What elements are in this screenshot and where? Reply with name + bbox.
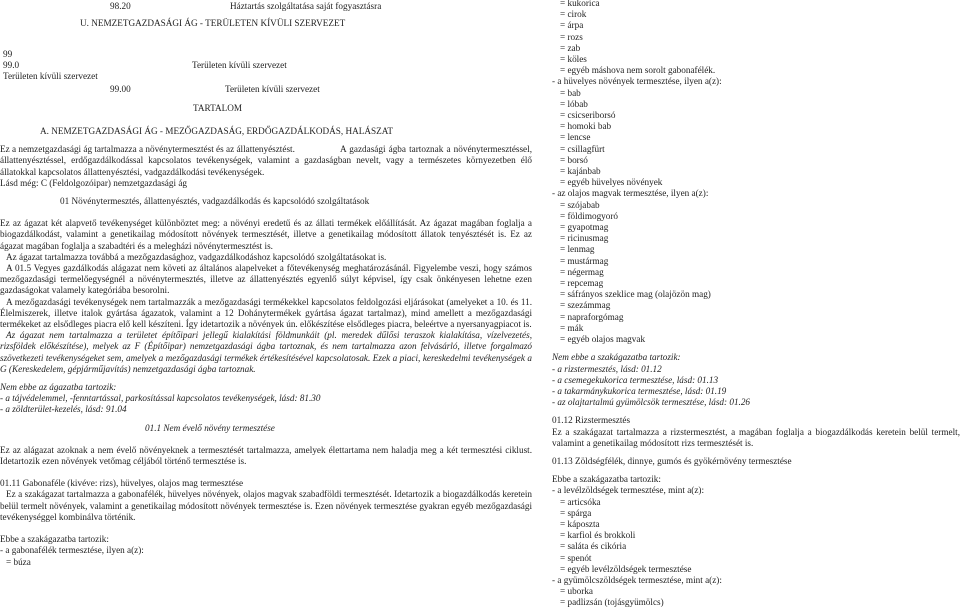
list-item: = zab (560, 42, 581, 53)
paragraph: Ez az ágazat két alapvető tevékenységet különböztet meg: a növényi eredetű és az állati termékek előállítását. Az ágazat magában foglalja a biogazdálkodást, valamint a genetikailag módosított növények termesztését, illetve a genetikailag módosított állatok tenyésztését is. Ez az ágazat magában foglalja a szabadtéri és a melegházi növénytermesztést is. (0, 218, 532, 251)
list-item: = rozs (560, 31, 583, 42)
list-item: = gyapotmag (560, 222, 609, 233)
list-item: = négermag (560, 266, 604, 277)
list-item: = uborka (560, 586, 593, 597)
text-line: Ebbe a szakágazatba tartozik: (0, 534, 109, 545)
list-item: = szójabab (560, 199, 600, 210)
list-item: = káposzta (560, 518, 600, 529)
list-item: = spenót (560, 552, 592, 563)
list-item: - a takarmánykukorica termesztése, lásd: 01.19 (552, 385, 727, 396)
list-item: = borsó (560, 154, 588, 165)
list-item: = ricinusmag (560, 233, 609, 244)
paragraph: Ez a szakágazat tartalmazza a rizstermesztést, a magában foglalja a biogazdálkodás keretein belül termelt, valamint a genetikailag módosított rizs termesztését is. (552, 426, 960, 448)
list-heading: Nem ebbe a szakágazatba tartozik: (552, 352, 681, 363)
list-item: = lóbab (560, 98, 588, 109)
list-item: = egyéb máshova nem sorolt gabonafélék. (560, 65, 716, 76)
left-label: Területen kívüli szervezet (3, 71, 98, 81)
list-heading: - a levélzöldségek termesztése, mint a(z): (552, 485, 705, 496)
paragraph: A mezőgazdasági tevékenységek nem tartalmazzák a mezőgazdasági termékekkel kapcsolatos feldolgozási eljárásokat (amelyeket a 10. és 11. Élelmiszerek, illetve italok gyártása ágazatok, valamint a 12 Dohánytermékek gyártása ágazat tartalmaz), mind amellett a mezőgazdasági termékeket az elsődleges piacra elő kell készíteni. Így idetartozik a növények ún. előkészítése elsődleges piacra, beleértve a nyersanyagpiacot is. (0, 296, 532, 330)
paragraph: Ez az alágazat azoknak a nem évelő növényeknek a termesztését tartalmazza, amelyek élettartama nem haladja meg a két termesztési ciklust. Idetartozik ezen növények vetőmag céljából történő termesztése is. (0, 444, 532, 467)
text-line: - a zöldterület-kezelés, lásd: 91.04 (0, 404, 127, 415)
list-heading: - a hüvelyes növények termesztése, ilyen a(z): (552, 76, 722, 87)
list-item: = sáfrányos szeklice mag (olajözön mag) (560, 289, 711, 300)
list-item: = padlizsán (tojásgyümölcs) (560, 597, 664, 608)
right-column (552, 0, 960, 609)
text-line: Ez a nemzetgazdasági ág tartalmazza a növénytermesztést és az állattenyésztést. (0, 144, 295, 154)
list-item: = mák (560, 322, 584, 333)
list-item: = csicseriborsó (560, 110, 616, 121)
list-item: = saláta és cikória (560, 541, 627, 552)
text-line: Nem ebbe az ágazatba tartozik: (0, 382, 117, 393)
list-item: = lenmag (560, 244, 595, 255)
subsection-heading-01-11: 01.11 Gabonaféle (kivéve: rizs), hüvelyes, olajos mag termesztése (0, 478, 244, 489)
list-item: = mustármag (560, 255, 609, 266)
subsection-heading-01-12: 01.12 Rizstermesztés (552, 415, 631, 426)
list-item: = egyéb hüvelyes növények (560, 177, 663, 188)
subsection-heading-01-1: 01.1 Nem évelő növény termesztése (145, 422, 275, 433)
paragraph: A gazdasági ágba tartoznak a növénytermesztéssel, állattenyésztéssel, erdőgazdálkodással kapcsolatos tevékenységek, valamint a gazdaságban nevelt, vagy a természetes környezetben élő állatokkal kapcsolatos állattenyésztési, vadgazdálkodási tevékenységek. (0, 144, 532, 177)
code-99-0: 99.0 (3, 60, 20, 70)
list-item: = kajánbab (560, 166, 601, 177)
list-item: = szezámmag (560, 300, 611, 311)
list-item: = csillagfürt (560, 143, 605, 154)
section-number: 98.20 (110, 1, 131, 11)
list-item: = lencse (560, 132, 591, 143)
list-heading: Ebbe a szakágazatba tartozik: (552, 474, 661, 485)
list-item: = repcemag (560, 278, 604, 289)
list-item: = kukorica (560, 0, 600, 8)
section-u-heading: U. NEMZETGAZDASÁGI ÁG - TERÜLETEN KÍVÜLI SZERVEZET (80, 18, 346, 28)
list-item: = karfiol és brokkoli (560, 530, 636, 541)
list-item: = egyéb olajos magvak (560, 334, 646, 345)
paragraph: A 01.5 Vegyes gazdálkodás alágazat nem követi az általános alapelveket a főtevékenység meghatározásánál. Figyelembe veszi, hogy számos mezőgazdasági termelőegységnél a növénytermesztés, illetve az állattenyésztés egyenlő súlyt képvisel, így csak önkényesen lehetne ezen gazdaságokat valamely kategóriába besorolni. (0, 263, 532, 296)
section-title: Háztartás szolgáltatása saját fogyasztásra (230, 1, 382, 11)
code-99-0-title: Területen kívüli szervezet (192, 60, 287, 70)
paragraph-italic: Az ágazat nem tartalmazza a területet építőipari jellegű kialakítási földmunkáit (pl. meredek dűlősi teraszok kialakítása, vízelvezetés, rizsföldek előkészítése), melyek az F (Építőipar) nemzetgazdasági ágba tartoznak, és nem tartalmazza azon felvásárló, illetve forgalmazó szövetkezeti tevékenységeket sem, amelyek a mezőgazdasági termékek értékesítésével kapcsolatosak. Ezek a piaci, kereskedelmi tevékenységek a G (Kereskedelem, gépjárműjavítás) nemzetgazdasági ágba tartoznak. (0, 330, 532, 374)
list-item: = napraforgómag (560, 311, 624, 322)
text-line: - a gabonafélék termesztése, ilyen a(z): (0, 545, 144, 556)
subsection-heading-01: 01 Növénytermesztés, állattenyésztés, vadgazdálkodás és kapcsolódó szolgáltatások (60, 196, 370, 207)
list-item: - a rizstermesztés, lásd: 01.12 (552, 363, 662, 374)
list-heading: - az olajos magvak termesztése, ilyen a(z): (552, 188, 709, 199)
subsection-heading-01-13: 01.13 Zöldségfélék, dinnye, gumós és gyökérnövény termesztése (552, 455, 792, 466)
code-99-00: 99.00 (110, 84, 131, 94)
list-item: = articsóka (560, 496, 601, 507)
list-item: - a csemegekukorica termesztése, lásd: 01.13 (552, 374, 719, 385)
list-heading: - a gyümölcszöldségek termesztése, mint a(z): (552, 574, 722, 585)
paragraph: Az ágazat tartalmazza továbbá a mezőgazdasághoz, vadgazdálkodáshoz kapcsolódó szolgáltatásokat is. (6, 251, 387, 262)
section-a-heading: A. NEMZETGAZDASÁGI ÁG - MEZŐGAZDASÁG, ERDŐGAZDÁLKODÁS, HALÁSZAT (40, 126, 393, 136)
text-line: Lásd még: C (Feldolgozóipar) nemzetgazdasági ág (0, 177, 188, 188)
list-item: = földimogyoró (560, 210, 619, 221)
list-item: = búza (6, 556, 31, 567)
list-item: = homoki bab (560, 121, 612, 132)
code-99: 99 (3, 49, 13, 59)
list-item: - az olajtartalmú gyümölcsök termesztése, lásd: 01.26 (552, 397, 751, 408)
list-item: = árpa (560, 20, 584, 31)
text-line: - a tájvédelemmel, -fenntartással, parkosítással kapcsolatos tevékenységek, lásd: 81.30 (0, 393, 321, 404)
paragraph: Ez a szakágazat tartalmazza a gabonafélék, hüvelyes növények, olajos magvak szabadföldi termesztését. Idetartozik a biogazdálkodás keretein belül termelt növények, valamint a genetikailag módosított növények termesztése is. Ezen növények termesztése gyakran egyéb mezőgazdasági tevékenységgel kombinálva történik. (0, 489, 532, 522)
list-item: = bab (560, 87, 581, 98)
list-item: = cirok (560, 9, 587, 20)
list-item: = egyéb levélzöldségek termesztése (560, 563, 692, 574)
code-99-00-title: Területen kívüli szervezet (225, 84, 320, 94)
left-column (0, 144, 532, 568)
list-item: = spárga (560, 507, 592, 518)
list-item: = köles (560, 54, 587, 65)
toc-link[interactable]: TARTALOM (193, 103, 243, 113)
